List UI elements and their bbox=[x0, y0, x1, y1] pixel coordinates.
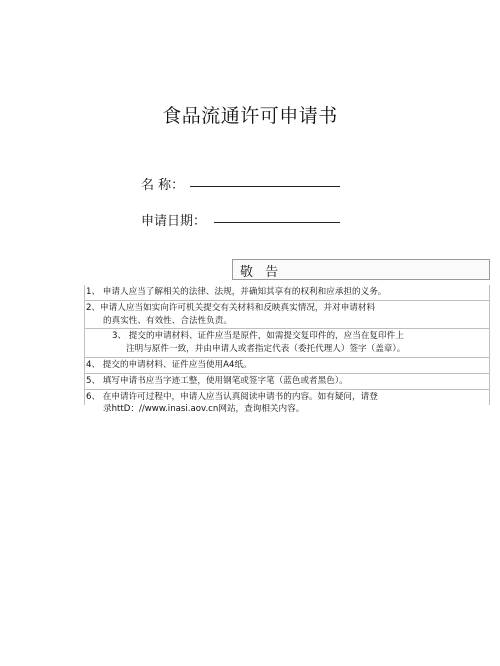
notice-item-2 bbox=[84, 301, 490, 330]
notice-item-text: 2、申请人应当如实向许可机关提交有关材料和反映真实情况，并对申请材料 bbox=[86, 302, 376, 313]
name-label: 名 称： bbox=[141, 178, 185, 193]
notice-item-4 bbox=[84, 358, 490, 374]
notice-item-text: 5、 填写申请书应当字迹工整，使用钢笔或签字笔（蓝色或者黑色）。 bbox=[86, 375, 348, 386]
notice-list bbox=[84, 285, 490, 417]
notice-item-1 bbox=[84, 285, 490, 301]
notice-heading: 敬 告 bbox=[240, 265, 283, 280]
document-title: 食品流通许可申请书 bbox=[162, 105, 338, 127]
date-field bbox=[141, 210, 206, 229]
notice-header-box bbox=[232, 259, 490, 280]
notice-item-text-cont: 注明与原件一致，并由申请人或者指定代表（委托代理人）签字（盖章）。 bbox=[126, 344, 406, 355]
date-label: 申请日期： bbox=[141, 214, 207, 229]
date-underline bbox=[214, 222, 340, 223]
notice-item-text-cont: 录httD：//www.inasi.aov.cn网站，查询相关内容。 bbox=[103, 404, 305, 415]
notice-item-text-cont: 的真实性、有效性、合法性负责。 bbox=[103, 315, 232, 326]
notice-item-text: 4、 提交的申请材料、证件应当使用A4纸。 bbox=[86, 359, 252, 370]
notice-item-6 bbox=[84, 390, 490, 418]
notice-item-text: 3、 提交的申请材料、证件应当是原件，如需提交复印件的，应当在复印件上 bbox=[112, 331, 404, 342]
notice-item-5 bbox=[84, 374, 490, 390]
name-underline bbox=[190, 186, 340, 187]
notice-item-3 bbox=[84, 329, 490, 358]
notice-item-text: 1、 申请人应当了解相关的法律、法规，并确知其享有的权利和应承担的义务。 bbox=[86, 287, 387, 297]
notice-item-text: 6、 在申请许可过程中，申请人应当认真阅读申请书的内容。如有疑问，请登 bbox=[86, 391, 378, 402]
name-field bbox=[141, 174, 184, 193]
